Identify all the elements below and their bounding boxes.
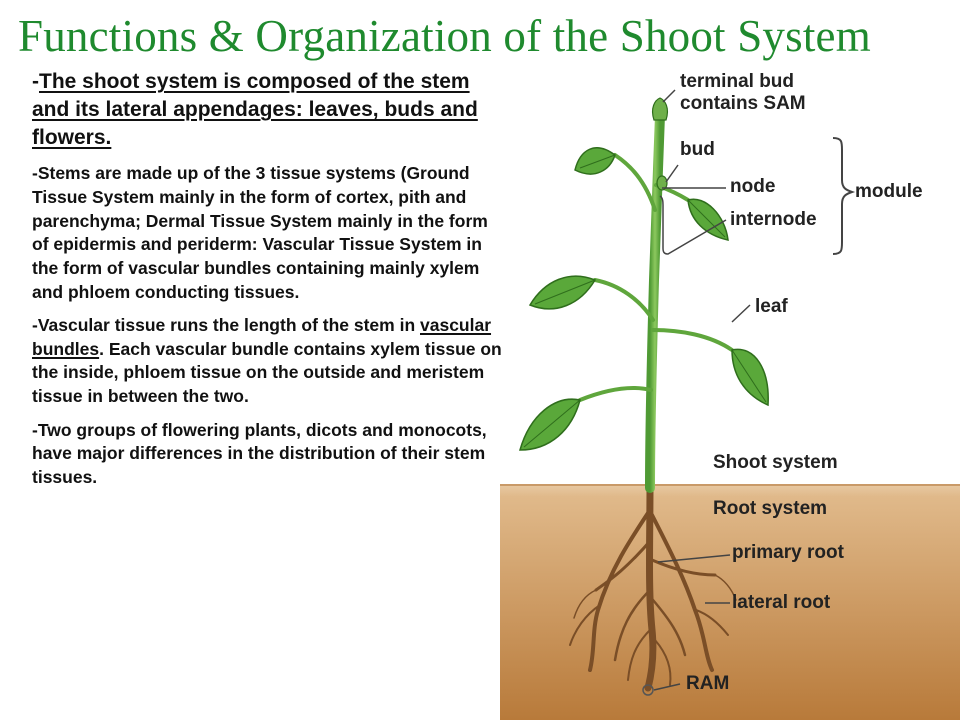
label-contains-sam: contains SAM (680, 93, 806, 114)
plant-illustration (500, 70, 960, 720)
stem (650, 115, 660, 488)
text-content (32, 68, 502, 500)
vascular-text-after: . Each vascular bundle contains xylem tissue on the inside, phloem tissue on the outside and meristem tissue in between the two. (32, 338, 502, 406)
label-leaf: leaf (755, 296, 788, 317)
lead-paragraph (32, 68, 502, 152)
vascular-text-before: -Vascular tissue runs the length of the stem in (32, 315, 420, 336)
label-bud: bud (680, 139, 715, 160)
paragraph-dicots-monocots: -Two groups of flowering plants, dicots and monocots, have major differences in the distribution of their stem tissues. (32, 419, 487, 487)
slide-title: Functions & Organization of the Shoot System (18, 11, 871, 61)
terminal-bud-drawing (653, 98, 668, 120)
label-terminal-bud: terminal bud (680, 71, 795, 92)
label-ram: RAM (686, 673, 730, 694)
label-module: module (855, 181, 923, 202)
label-internode: internode (730, 209, 817, 230)
label-node: node (730, 176, 776, 197)
paragraph-tissue-systems: -Stems are made up of the 3 tissue systems (Ground Tissue System mainly in the form of cortex, pith and parenchyma; Dermal Tissue System mainly in the form of epidermis and periderm: Vascular Tissue System in the form of vascular bundles containing mainly xylem and phloem conducting tissues. (32, 163, 488, 302)
label-shoot-system: Shoot system (713, 452, 838, 473)
plant-diagram (500, 70, 960, 720)
label-lateral-root: lateral root (732, 592, 831, 613)
lead-dash: - (32, 70, 39, 93)
paragraph-vascular-tissue (32, 314, 502, 409)
vascular-bundles-term: vascular bundles (32, 315, 492, 359)
label-primary-root: primary root (732, 542, 844, 563)
label-root-system: Root system (713, 498, 828, 519)
lead-text: The shoot system is composed of the stem and its lateral appendages: leaves, buds and flowers. (32, 70, 478, 150)
